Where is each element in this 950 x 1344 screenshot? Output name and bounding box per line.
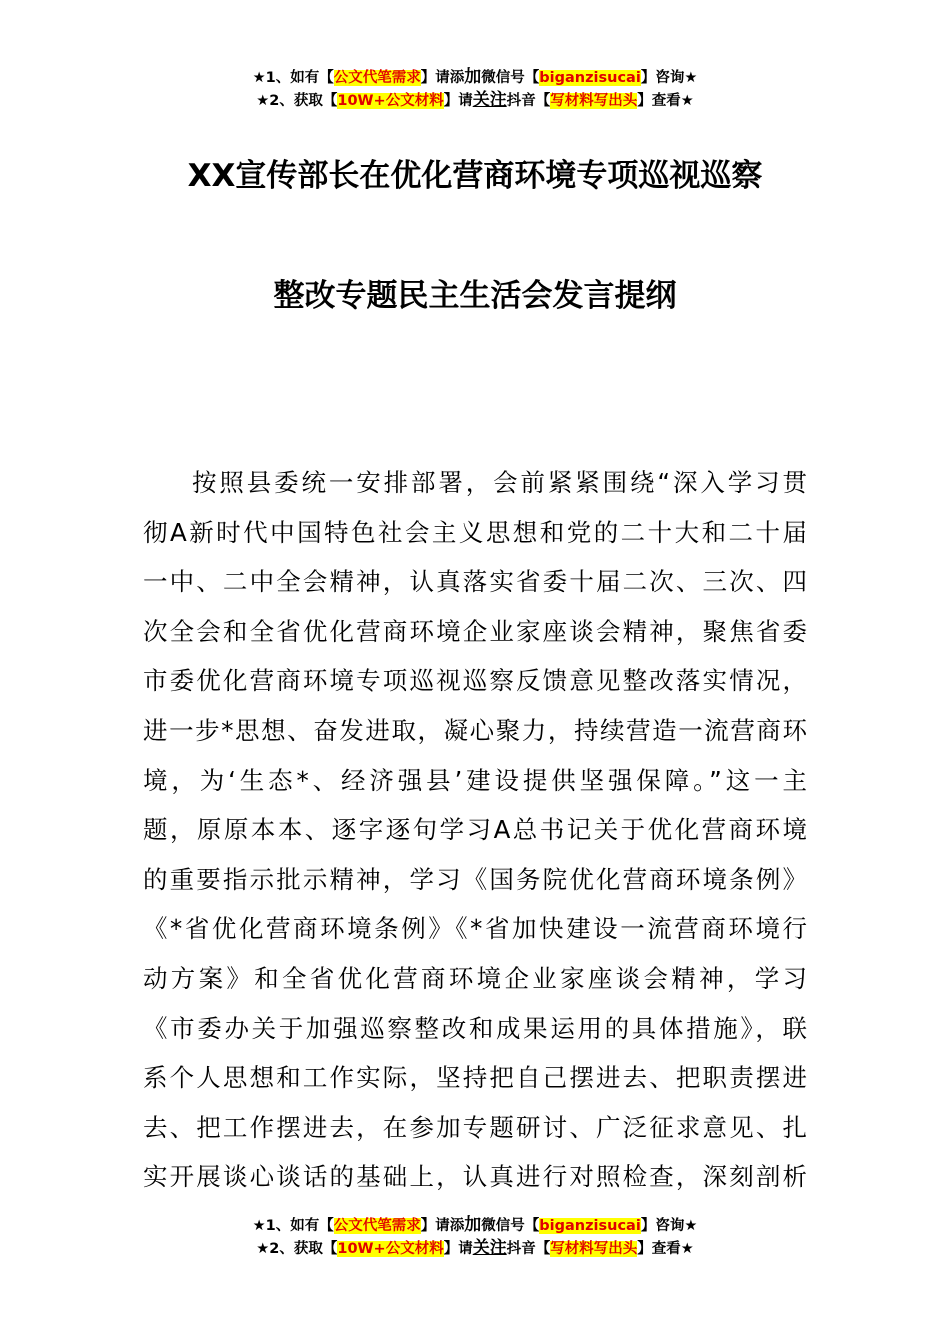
banner-text: 】请添 bbox=[420, 70, 465, 86]
footer-banner bbox=[0, 1214, 950, 1260]
banner-text: 关注 bbox=[472, 1238, 507, 1258]
body-line: 进一步*思想、奋发进取，凝心聚力，持续营造一流营商环 bbox=[143, 715, 807, 745]
body-line: 彻A新时代中国特色社会主义思想和党的二十大和二十届 bbox=[143, 517, 807, 547]
highlight-douyin: 写材料写出头 bbox=[550, 93, 638, 109]
body-line: 次全会和全省优化营商环境企业家座谈会精神，聚焦省委 bbox=[143, 616, 807, 646]
document-title-line-1: XX宣传部长在优化营商环境专项巡视巡察 bbox=[187, 158, 763, 194]
body-line: 市委优化营商环境专项巡视巡察反馈意见整改落实情况， bbox=[143, 666, 807, 696]
banner-text: 】请 bbox=[443, 1241, 473, 1257]
body-line: 《*省优化营商环境条例》《*省加快建设一流营商环境行 bbox=[143, 914, 807, 944]
body-paragraph bbox=[143, 458, 807, 1202]
banner-text: 微信号【 bbox=[481, 1218, 540, 1234]
banner-line-2 bbox=[0, 1237, 950, 1260]
highlight-ghostwriting: 公文代笔需求 bbox=[333, 70, 421, 86]
banner-text: 加 bbox=[464, 1215, 482, 1235]
body-line: 系个人思想和工作实际，坚持把自己摆进去、把职责摆进 bbox=[143, 1063, 807, 1093]
body-line: 按照县委统一安排部署，会前紧紧围绕“深入学习贯 bbox=[192, 468, 807, 497]
body-line: 的重要指示批示精神，学习《国务院优化营商环境条例》 bbox=[143, 864, 807, 894]
banner-line-2 bbox=[0, 89, 950, 112]
header-banner bbox=[0, 66, 950, 112]
body-line: 动方案》和全省优化营商环境企业家座谈会精神，学习 bbox=[143, 963, 807, 993]
highlight-wechat-id: biganzisucai bbox=[539, 1218, 641, 1234]
body-line: 境，为‘生态*、经济强县’建设提供坚强保障。”这一主 bbox=[143, 765, 807, 795]
highlight-wechat-id: biganzisucai bbox=[539, 70, 641, 86]
banner-text: 微信号【 bbox=[481, 70, 540, 86]
banner-text: ★2、获取【 bbox=[256, 93, 338, 109]
banner-text: 】请 bbox=[443, 93, 473, 109]
highlight-materials: 10W+公文材料 bbox=[337, 1241, 444, 1257]
banner-text: 加 bbox=[464, 67, 482, 87]
banner-text: ★1、如有【 bbox=[252, 1218, 334, 1234]
banner-text: 】咨询★ bbox=[640, 70, 698, 86]
body-line: 去、把工作摆进去，在参加专题研讨、广泛征求意见、扎 bbox=[143, 1112, 807, 1142]
highlight-materials: 10W+公文材料 bbox=[337, 93, 444, 109]
banner-text: 】咨询★ bbox=[640, 1218, 698, 1234]
banner-text: ★1、如有【 bbox=[252, 70, 334, 86]
banner-text: 】请添 bbox=[420, 1218, 465, 1234]
banner-text: 】查看★ bbox=[637, 1241, 694, 1257]
body-line: 一中、二中全会精神，认真落实省委十届二次、三次、四 bbox=[143, 567, 807, 597]
banner-text: 抖音【 bbox=[506, 1241, 551, 1257]
banner-text: 关注 bbox=[472, 90, 507, 110]
body-line: 《市委办关于加强巡察整改和成果运用的具体措施》，联 bbox=[143, 1013, 807, 1043]
banner-text: 】查看★ bbox=[637, 93, 694, 109]
document-title-line-2: 整改专题民主生活会发言提纲 bbox=[273, 278, 677, 314]
highlight-ghostwriting: 公文代笔需求 bbox=[333, 1218, 421, 1234]
body-line: 题，原原本本、逐字逐句学习A总书记关于优化营商环境 bbox=[143, 815, 807, 845]
banner-line-1 bbox=[0, 66, 950, 89]
banner-line-1 bbox=[0, 1214, 950, 1237]
highlight-douyin: 写材料写出头 bbox=[550, 1241, 638, 1257]
banner-text: 抖音【 bbox=[506, 93, 551, 109]
banner-text: ★2、获取【 bbox=[256, 1241, 338, 1257]
body-line: 实开展谈心谈话的基础上，认真进行对照检查，深刻剖析 bbox=[143, 1162, 807, 1192]
